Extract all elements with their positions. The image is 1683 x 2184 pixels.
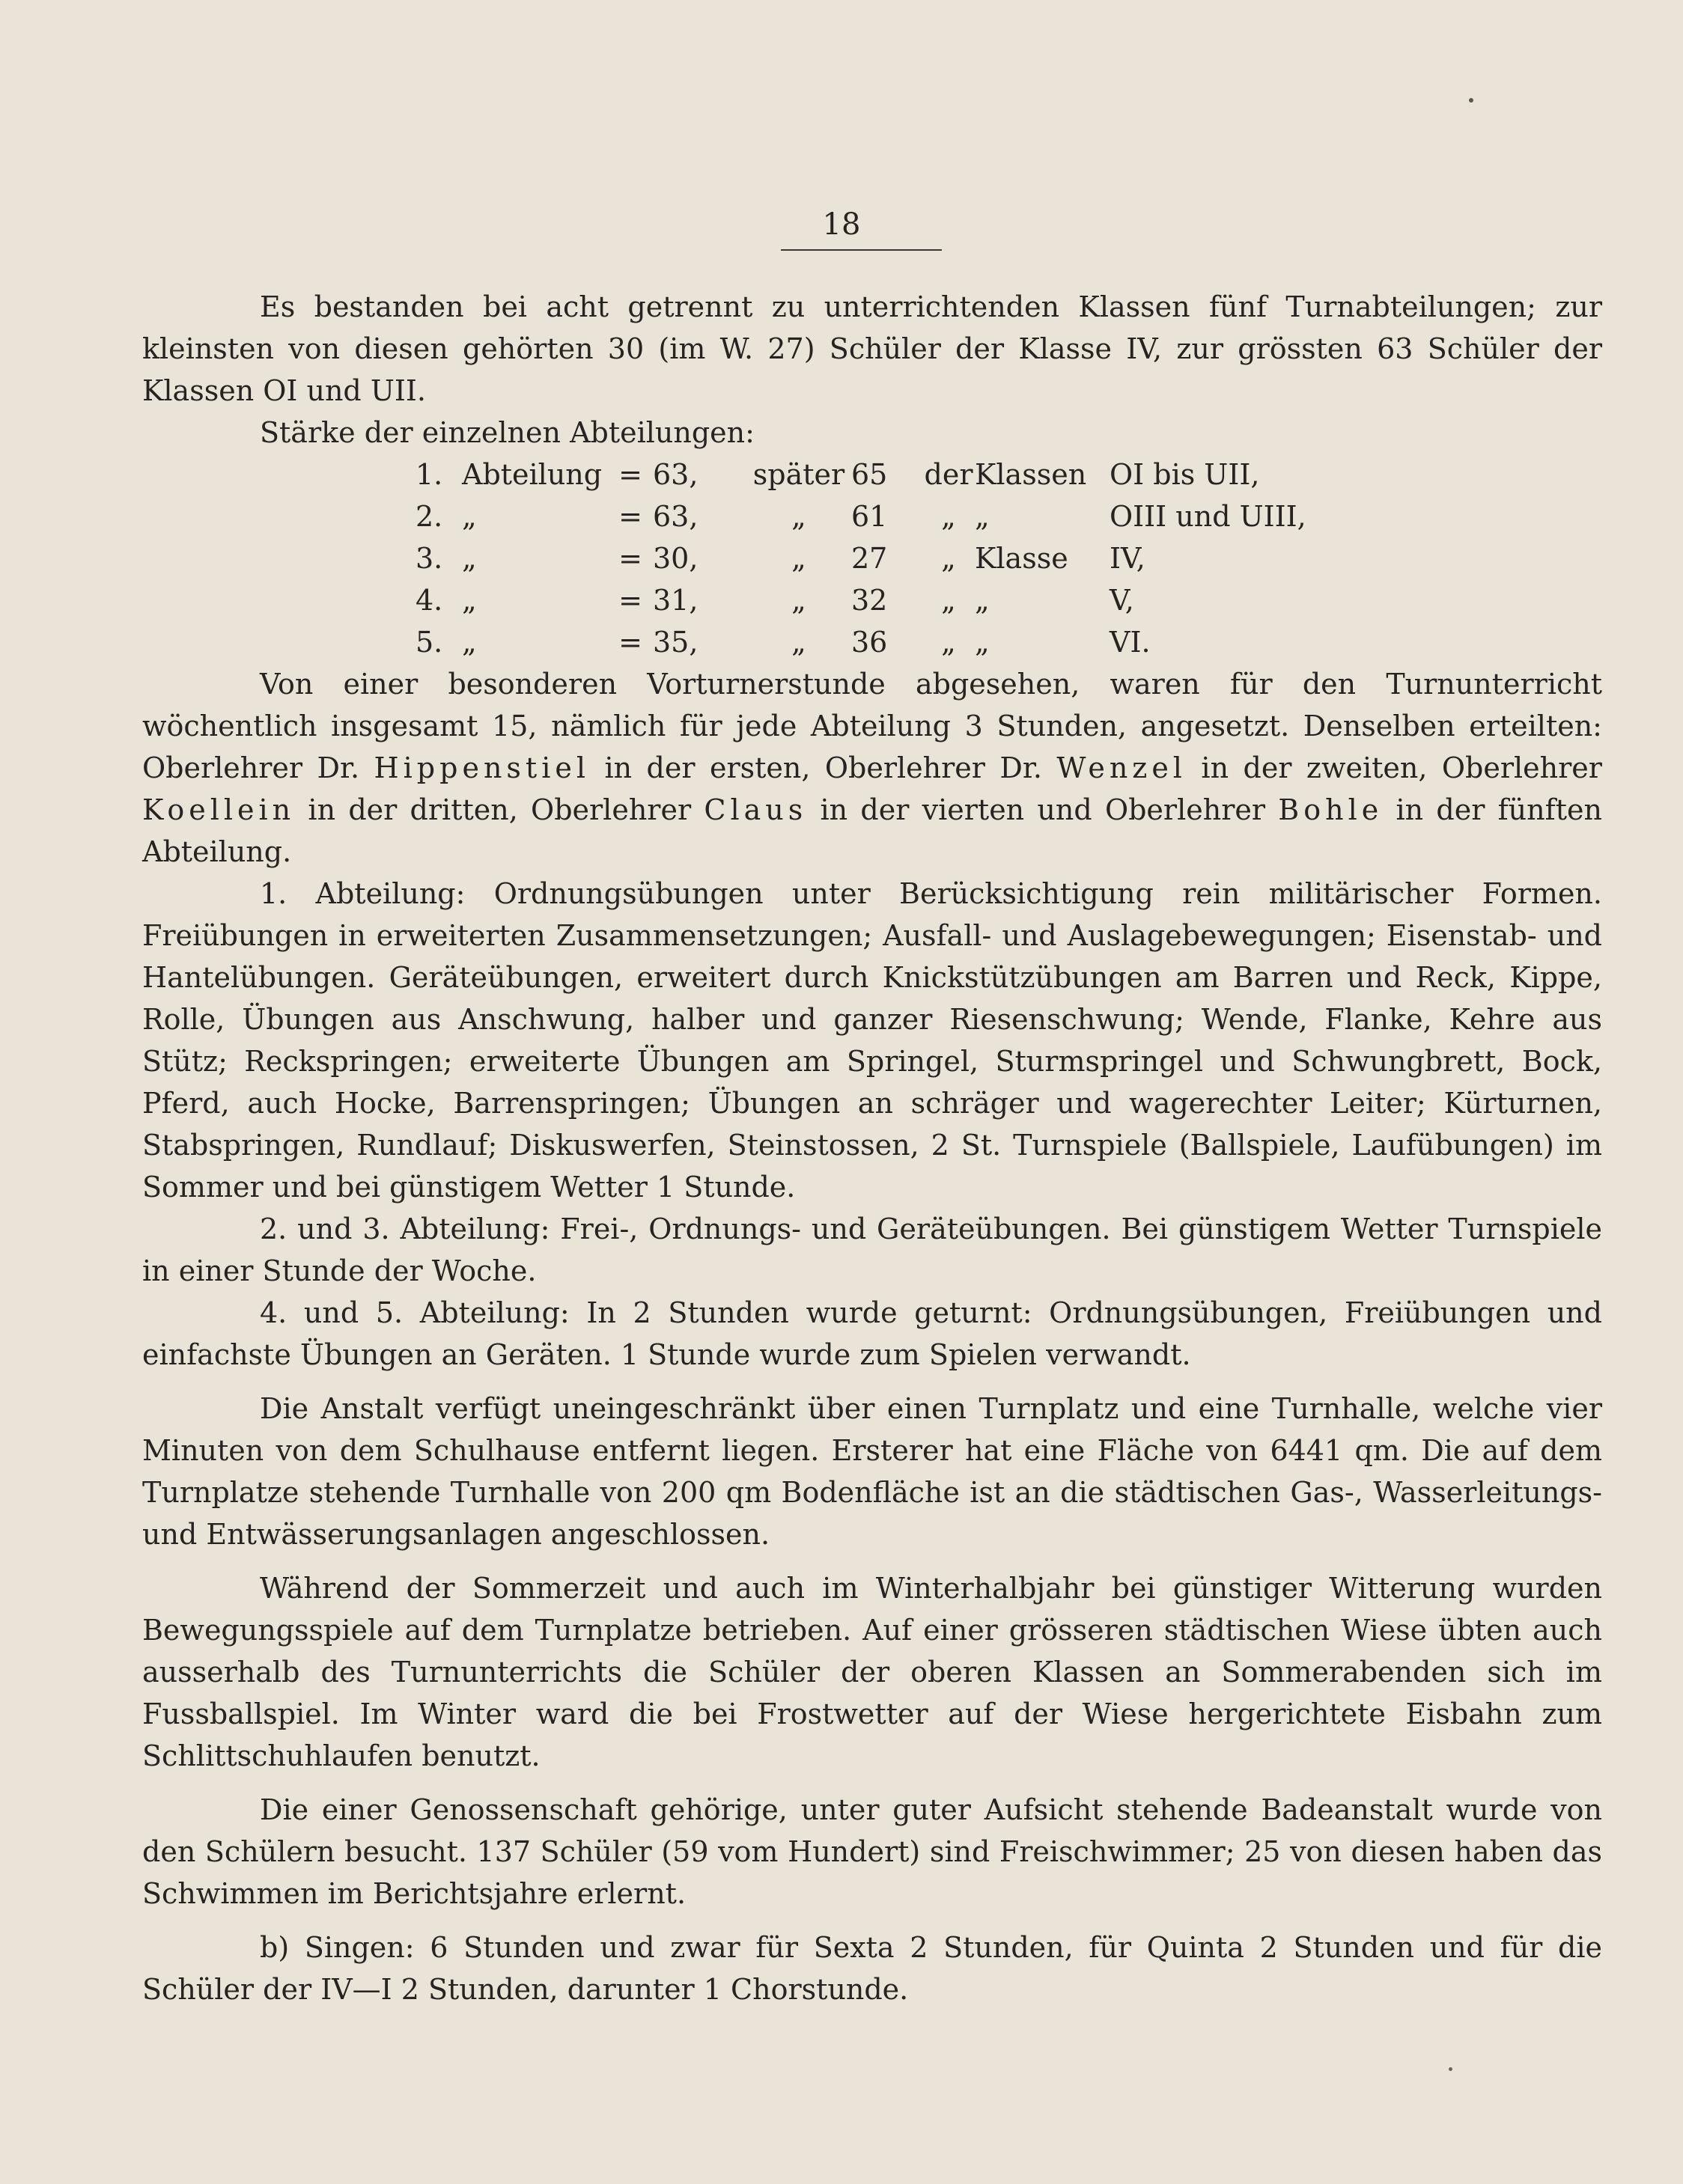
abteilung-cell-spaeter: „: [791, 584, 806, 617]
vorturner-text: Von einer besonderen Vorturnerstunde abgesehen, waren für den Turnunterricht wöchentlich insgesamt 15, nämlich für jede Abteilung 3 Stunden, angesetzt. Denselben erteilten: Oberlehrer Dr.: [142, 668, 1602, 784]
abteilung-cell-label: „: [462, 500, 477, 533]
abteilung-cell-eq: =: [618, 584, 642, 617]
paragraph-anstalt: Die Anstalt verfügt uneingeschränkt über einen Turnplatz und eine Turnhalle, welche vier Minuten von dem Schulhause entfernt liegen. Ersterer hat eine Fläche von 6441 qm. Die auf dem Turnplatze stehende Turnhalle von 200 qm Bodenfläche ist an die städtischen Gas-, Wasserleitungs- und Entwässerungsanlagen angeschlossen.: [142, 1392, 1602, 1551]
abteilung-cell-eq: =: [618, 542, 642, 575]
teacher-name: Wenzel: [1056, 751, 1187, 784]
section-label: 2. und 3. Abteilung:: [260, 1213, 550, 1245]
abteilung-cell-val: 63,: [653, 458, 699, 491]
abteilung-cell-der: „: [941, 584, 956, 617]
abteilung-cell-rest: OI bis UII,: [1110, 458, 1260, 491]
abteilung-cell-val2: 36: [851, 626, 888, 659]
teacher-name: Hippenstiel: [374, 751, 590, 784]
abteilung-cell-eq: =: [618, 500, 642, 533]
abteilung-cell-eq: =: [618, 626, 642, 659]
abteilung-cell-val: 63,: [653, 500, 699, 533]
section-label: 1. Abteilung:: [260, 877, 466, 910]
speck-mark: [1469, 98, 1473, 103]
section-text: Frei-, Ordnungs- und Geräteübungen. Bei günstigem Wetter Turnspiele in einer Stunde der Woche.: [142, 1213, 1602, 1287]
abteilung-cell-val: 31,: [653, 584, 699, 617]
abteilung-cell-rest: IV,: [1110, 542, 1145, 575]
vorturner-text: in der dritten, Oberlehrer: [308, 793, 692, 826]
section-text: In 2 Stunden wurde geturnt: Ordnungsübungen, Freiübungen und einfachste Übungen an Geräten. 1 Stunde wurde zum Spielen verwandt.: [142, 1296, 1602, 1371]
document-body: [142, 286, 1602, 2010]
abteilung-row: [416, 495, 1306, 537]
abteilung-cell-der: „: [941, 626, 956, 659]
abteilungen-table: [416, 454, 1306, 663]
abteilung-cell-label: „: [462, 626, 477, 659]
paragraph-intro: Es bestanden bei acht getrennt zu unterrichtenden Klassen fünf Turnabteilungen; zur kleinsten von diesen gehörten 30 (im W. 27) Schüler der Klasse IV, zur grössten 63 Schüler der Klassen OI und UII.: [142, 290, 1602, 407]
vorturner-text: in der fünften Abteilung.: [142, 793, 1602, 868]
abteilung-cell-klasse: „: [975, 500, 990, 533]
abteilung-cell-klasse: Klassen: [975, 458, 1087, 491]
abteilung-cell-val2: 27: [851, 542, 888, 575]
paragraph-badeanstalt: Die einer Genossenschaft gehörige, unter guter Aufsicht stehende Badeanstalt wurde von den Schülern besucht. 137 Schüler (59 vom Hundert) sind Freischwimmer; 25 von diesen haben das Schwimmen im Berichtsjahre erlernt.: [142, 1793, 1602, 1910]
paragraph-vorturner: [142, 663, 1602, 873]
abteilung-cell-spaeter: „: [791, 500, 806, 533]
abteilung-cell-val: 30,: [653, 542, 699, 575]
vorturner-text: in der ersten, Oberlehrer Dr.: [604, 751, 1042, 784]
abteilung-cell-rest: VI.: [1110, 626, 1151, 659]
section-label: 4. und 5. Abteilung:: [260, 1296, 570, 1329]
page-number: 18: [822, 207, 861, 242]
abteilung-cell-der: „: [941, 542, 956, 575]
abteilung-cell-num: 4.: [416, 584, 443, 617]
page-number-rule: [781, 249, 942, 251]
section-text: Ordnungsübungen unter Berücksichtigung rein militärischer Formen. Freiübungen in erweiterten Zusammensetzungen; Ausfall- und Auslagebewegungen; Eisenstab- und Hantelübungen. Geräteübungen, erweitert durch Knickstützübungen am Barren und Reck, Kippe, Rolle, Übungen aus Anschwung, halber und ganzer Riesenschwung; Wende, Flanke, Kehre aus Stütz; Reckspringen; erweiterte Übungen am Springel, Sturmspringel und Schwungbrett, Bock, Pferd, auch Hocke, Barrenspringen; Übungen an schräger und wagerechter Leiter; Kürturnen, Stabspringen, Rundlauf; Diskuswerfen, Steinstossen, 2 St. Turnspiele (Ballspiele, Laufübungen) im Sommer und bei günstigem Wetter 1 Stunde.: [142, 877, 1602, 1204]
abteilung-cell-val: 35,: [653, 626, 699, 659]
paragraph-abteilung-1: [142, 873, 1602, 1208]
abteilung-cell-eq: =: [618, 458, 642, 491]
teacher-name: Claus: [704, 793, 808, 826]
abteilung-cell-spaeter: „: [791, 626, 806, 659]
abteilung-cell-klasse: „: [975, 626, 990, 659]
teacher-name: Koellein: [142, 793, 296, 826]
abteilung-cell-label: „: [462, 584, 477, 617]
vorturner-text: in der vierten und Oberlehrer: [820, 793, 1266, 826]
abteilung-cell-label: „: [462, 542, 477, 575]
abteilung-cell-val2: 65: [851, 458, 888, 491]
abteilung-cell-der: „: [941, 500, 956, 533]
abteilung-cell-klasse: Klasse: [975, 542, 1068, 575]
abteilung-row: [416, 579, 1306, 621]
paragraph-singen: [142, 1927, 1602, 2010]
paragraph-abteilung-4-5: [142, 1292, 1602, 1376]
speck-mark: [1449, 2067, 1452, 2071]
abteilung-cell-klasse: „: [975, 584, 990, 617]
abteilung-cell-spaeter: „: [791, 542, 806, 575]
staerke-heading: Stärke der einzelnen Abteilungen:: [260, 416, 755, 449]
section-label: b) Singen:: [260, 1931, 415, 1964]
abteilung-cell-num: 1.: [416, 458, 443, 491]
teacher-name: Bohle: [1278, 793, 1384, 826]
abteilung-row: [416, 454, 1306, 495]
abteilung-cell-label: Abteilung: [462, 458, 603, 491]
abteilung-row: [416, 621, 1306, 663]
abteilung-cell-spaeter: später: [752, 458, 845, 491]
abteilung-cell-num: 5.: [416, 626, 443, 659]
abteilung-cell-rest: OIII und UIII,: [1110, 500, 1306, 533]
section-text: 6 Stunden und zwar für Sexta 2 Stunden, für Quinta 2 Stunden und für die Schüler der IV—I 2 Stunden, darunter 1 Chorstunde.: [142, 1931, 1602, 2006]
abteilung-cell-der: der: [924, 458, 973, 491]
abteilung-row: [416, 537, 1306, 579]
abteilung-cell-num: 2.: [416, 500, 443, 533]
abteilung-cell-val2: 32: [851, 584, 888, 617]
vorturner-text: in der zweiten, Oberlehrer: [1201, 751, 1602, 784]
paragraph-abteilung-2-3: [142, 1208, 1602, 1292]
paragraph-sommer: Während der Sommerzeit und auch im Winterhalbjahr bei günstiger Witterung wurden Bewegungsspiele auf dem Turnplatze betrieben. Auf einer grösseren städtischen Wiese übten auch ausserhalb des Turnunterrichts die Schüler der oberen Klassen an Sommerabenden sich im Fussballspiel. Im Winter ward die bei Frostwetter auf der Wiese hergerichtete Eisbahn zum Schlittschuhlaufen benutzt.: [142, 1572, 1602, 1772]
abteilung-cell-num: 3.: [416, 542, 443, 575]
abteilung-cell-val2: 61: [851, 500, 888, 533]
abteilung-cell-rest: V,: [1110, 584, 1134, 617]
